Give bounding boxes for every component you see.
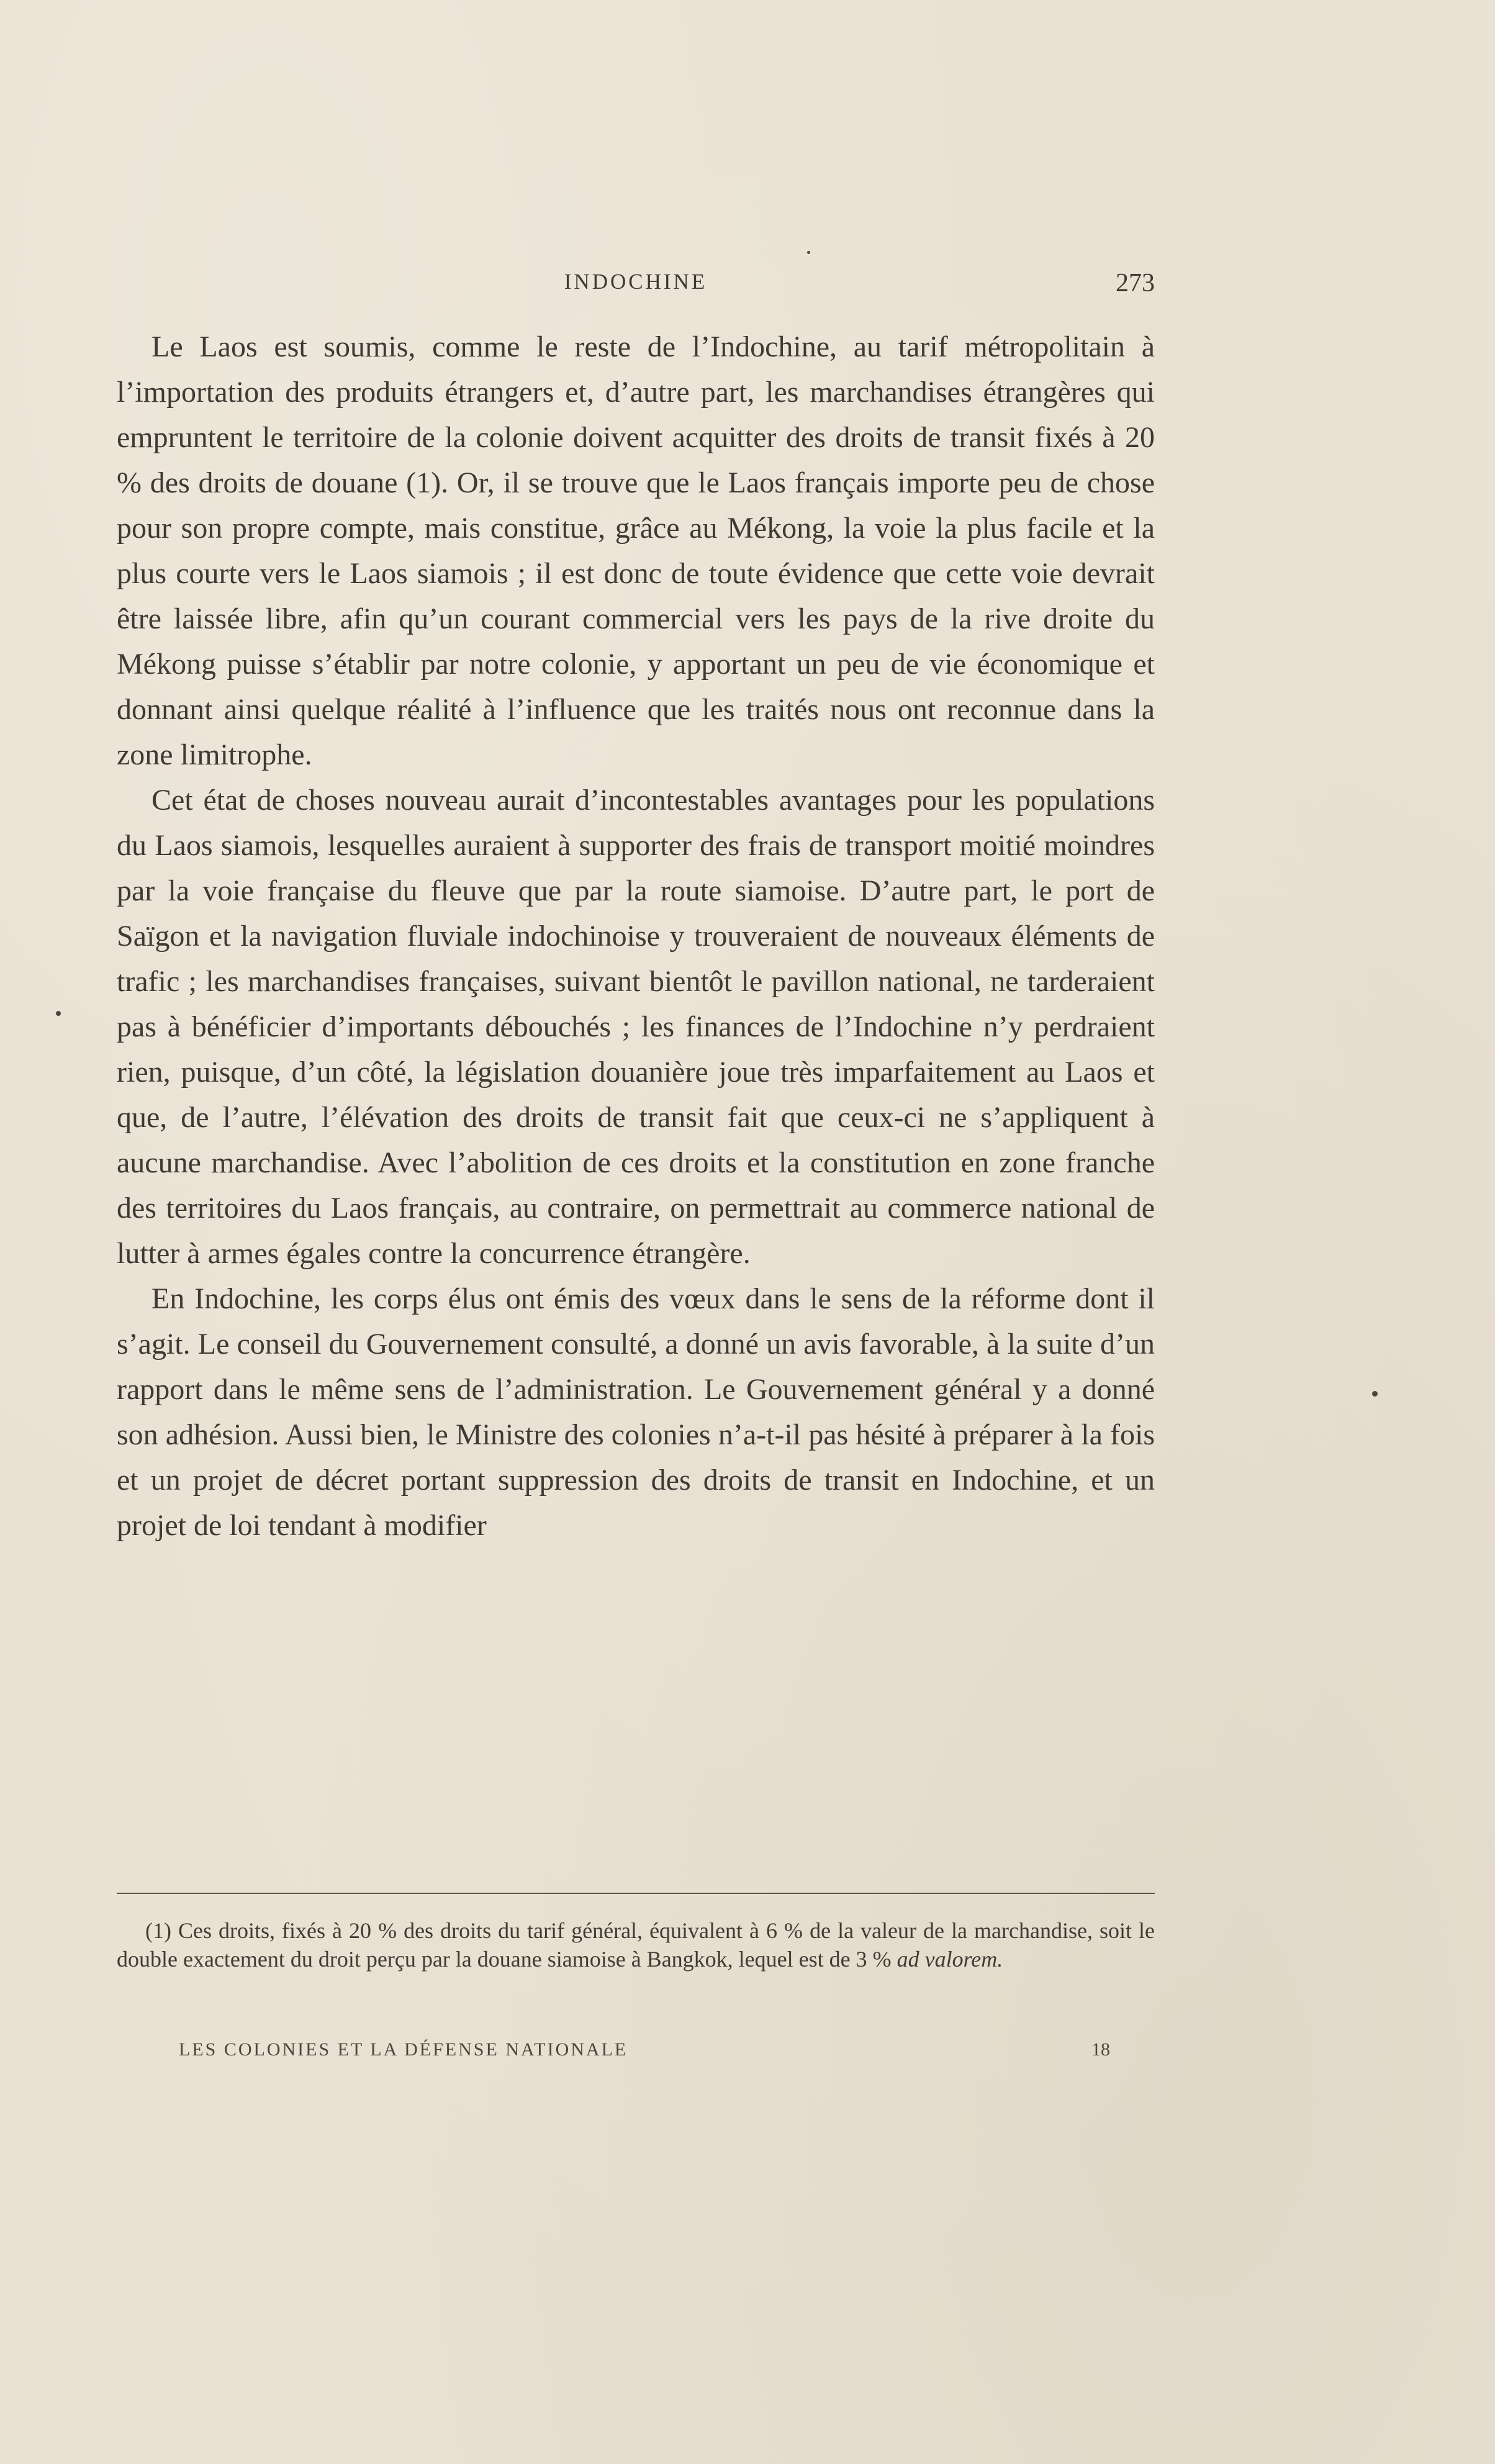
paragraph-advantages: Cet état de choses nouveau aurait d’incontestables avantages pour les populations du Laos siamois, lesquelles auraient à supporter des frais de transport moitié moindres par la voie française du fleuve que par la route siamoise. D’autre part, le port de Saïgon et la navigation fluviale indochinoise y trouveraient de nouveaux éléments de trafic ; les marchandises françaises, suivant bientôt le pavillon national, ne tarderaient pas à bénéficier d’importants débouchés ; les finances de l’Indochine n’y perdraient rien, puisque, d’un côté, la législation douanière joue très imparfaitement au Laos et que, de l’autre, l’élévation des droits de transit fait que ceux-ci ne s’appliquent à aucune marchandise. Avec l’abolition de ces droits et la constitution en zone franche des territoires du Laos français, au contraire, on permettrait au commerce national de lutter à armes égales contre la concurrence étrangère. bbox=[117, 784, 1155, 1270]
running-head bbox=[117, 270, 1155, 307]
paragraph-reform: En Indochine, les corps élus ont émis des vœux dans le sens de la réforme dont il s’agit. Le conseil du Gouvernement consulté, a donné un avis favorable, à la suite d’un rapport dans le même sens de l’administration. Le Gouvernement général y a donné son adhésion. Aussi bien, le Ministre des colonies n’a-t-il pas hésité à préparer à la fois et un projet de décret portant suppression des droits de transit en Indochine, et un projet de loi tendant à modifier bbox=[117, 1282, 1155, 1542]
ink-speck bbox=[807, 251, 810, 254]
paragraph-laos-tariff: Le Laos est soumis, comme le reste de l’Indochine, au tarif métropolitain à l’importation des produits étrangers et, d’autre part, les marchandises étrangères qui empruntent le territoire de la colonie doivent acquitter des droits de transit fixés à 20 % des droits de douane (1). Or, il se trouve que le Laos français importe peu de chose pour son propre compte, mais constitue, grâce au Mékong, la voie la plus facile et la plus courte vers le Laos siamois ; il est donc de toute évidence que cette voie devrait être laissée libre, afin qu’un courant commercial vers les pays de la rive droite du Mékong puisse s’établir par notre colonie, y apportant un peu de vie économique et donnant ainsi quelque réalité à l’influence que les traités nous ont reconnue dans la zone limitrophe. bbox=[117, 330, 1155, 771]
page-number: 273 bbox=[1116, 269, 1155, 297]
ink-speck bbox=[56, 1011, 61, 1016]
footnote-italic: ad valorem. bbox=[897, 1947, 1003, 1972]
footnote bbox=[117, 1916, 1155, 1973]
printer-signature bbox=[117, 2039, 1155, 2068]
ink-speck bbox=[1372, 1391, 1378, 1397]
signature-mark: 18 bbox=[1091, 2039, 1110, 2060]
footnote-rule bbox=[117, 1893, 1155, 1894]
body-text bbox=[117, 324, 1155, 1548]
running-title: INDOCHINE bbox=[564, 270, 708, 294]
footnote-text: (1) Ces droits, fixés à 20 % des droits du tarif général, équivalent à 6 % de la valeur de la marchandise, soit le double exactement du droit perçu par la douane siamoise à Bangkok, lequel est de 3 % bbox=[117, 1918, 1155, 1972]
signature-title: LES COLONIES ET LA DÉFENSE NATIONALE bbox=[179, 2039, 628, 2060]
